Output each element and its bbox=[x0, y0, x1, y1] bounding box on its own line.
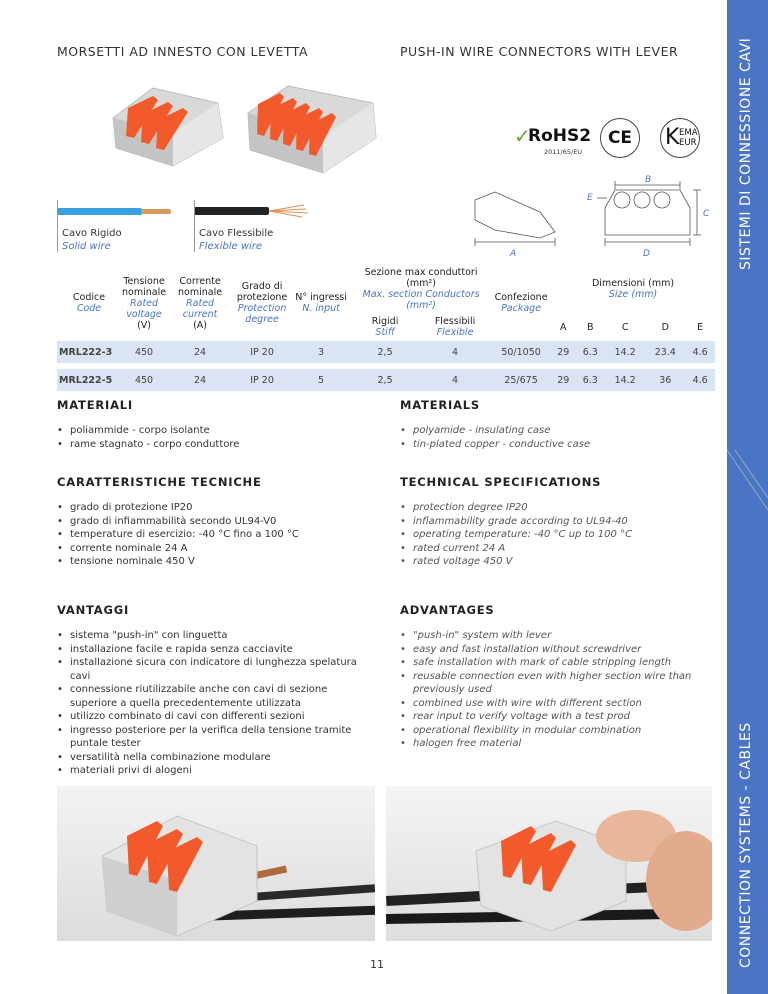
th-package: Confezione Package bbox=[494, 292, 548, 314]
vantaggi-title: VANTAGGI bbox=[57, 603, 130, 617]
th-section: Sezione max conduttori (mm²) Max. section Conductors (mm²) bbox=[362, 267, 480, 311]
table-row: MRL222-3 450 24 IP 20 3 2,5 4 50/1050 29 6.3 14.2 23.4 4.6 bbox=[57, 341, 715, 363]
vantaggi-list: • sistema "push-in" con linguetta • installazione facile e rapida senza cacciavite • installazione sicura con indicatore di lunghezza spelatura cavi • connessione riutilizzabile anche con cavi di sezione superiore a quella precedentemente utilizzata • utilizzo combinato di cavi con differenti sezioni • ingresso posteriore per la verifica della tensione tramite puntale tester • versatilità nella combinazione modulare • materiali privi di alogeni bbox=[57, 629, 375, 778]
dimension-diagram bbox=[465, 170, 720, 260]
caratteristiche-list: • grado di protezione IP20 • grado di infiammabilità secondo UL94-V0 • temperature di esercizio: -40 °C fino a 100 °C • corrente nominale 24 A • tensione nominale 450 V bbox=[57, 501, 377, 569]
ce-logo: CE bbox=[600, 118, 640, 158]
th-dim-e: E bbox=[697, 321, 704, 333]
th-dim-b: B bbox=[587, 321, 594, 333]
th-stiff: Rigidi Stiff bbox=[371, 316, 399, 338]
materials-title: MATERIALS bbox=[400, 398, 480, 412]
th-dim-d: D bbox=[661, 321, 669, 333]
header-right-title: PUSH-IN WIRE CONNECTORS WITH LEVER bbox=[400, 44, 679, 59]
connector-3-image bbox=[98, 78, 233, 168]
connector-photo-left bbox=[57, 786, 375, 941]
page-number: 11 bbox=[370, 958, 384, 971]
spec-table bbox=[57, 265, 715, 391]
solid-wire-label: Cavo Rigido bbox=[62, 228, 122, 239]
th-dims: Dimensioni (mm) Size (mm) bbox=[591, 278, 675, 300]
caratteristiche-title: CARATTERISTICHE TECNICHE bbox=[57, 475, 262, 489]
flexible-wire-label: Cavo Flessibile bbox=[199, 228, 274, 239]
th-inputs: N° ingressi N. input bbox=[295, 292, 347, 314]
dim-a-label: A bbox=[510, 249, 517, 259]
materiali-list: • poliammide - corpo isolante • rame stagnato - corpo conduttore bbox=[57, 424, 377, 451]
solid-wire-sublabel: Solid wire bbox=[62, 241, 111, 252]
materials-list: • polyamide - insulating case • tin-plated copper - conductive case bbox=[400, 424, 710, 451]
decorative-lines bbox=[700, 440, 768, 530]
flexible-wire-image bbox=[194, 203, 314, 219]
advantages-title: ADVANTAGES bbox=[400, 603, 495, 617]
table-row: MRL222-5 450 24 IP 20 5 2,5 4 25/675 29 6.3 14.2 36 4.6 bbox=[57, 369, 715, 391]
rohs-logo: ✓ RoHS2 2011/65/EU bbox=[514, 124, 592, 156]
technical-list: • protection degree IP20 • inflammability grade according to UL94-40 • operating temperature: -40 °C up to 100 °C • rated current 24 A • rated voltage 450 V bbox=[400, 501, 710, 569]
dim-e-label: E bbox=[587, 193, 593, 203]
sidebar-bottom-label: CONNECTION SYSTEMS - CABLES bbox=[738, 722, 754, 968]
header-left-title: MORSETTI AD INNESTO CON LEVETTA bbox=[57, 44, 309, 59]
connector-photo-right bbox=[386, 786, 712, 941]
kema-logo: K EMA EUR bbox=[660, 118, 700, 158]
flexible-wire-sublabel: Flexible wire bbox=[199, 241, 263, 252]
th-current: Corrente nominale Rated current (A) bbox=[178, 275, 223, 331]
solid-wire-image bbox=[57, 205, 177, 219]
materiali-title: MATERIALI bbox=[57, 398, 133, 412]
th-flexible: Flessibili Flexible bbox=[434, 316, 476, 338]
th-code: Codice Code bbox=[72, 292, 106, 314]
th-dim-c: C bbox=[621, 321, 629, 333]
th-protection: Grado di protezione Protection degree bbox=[236, 281, 288, 325]
th-dim-a: A bbox=[560, 321, 567, 333]
sidebar-top-label: SISTEMI DI CONNESSIONE CAVI bbox=[738, 37, 754, 270]
technical-title: TECHNICAL SPECIFICATIONS bbox=[400, 475, 602, 489]
dim-b-label: B bbox=[645, 175, 652, 185]
dim-c-label: C bbox=[703, 209, 710, 219]
connector-5-image bbox=[238, 78, 383, 178]
th-voltage: Tensione nominale Rated voltage (V) bbox=[122, 275, 167, 331]
dim-d-label: D bbox=[643, 249, 650, 259]
advantages-list: • "push-in" system with lever • easy and fast installation without screwdriver • safe installation with mark of cable stripping length • reusable connection even with higher section wire than previously used • combined use with wire with different section • rear input to verify voltage with a test prod • operational flexibility in modular combination • halogen free material bbox=[400, 629, 712, 751]
